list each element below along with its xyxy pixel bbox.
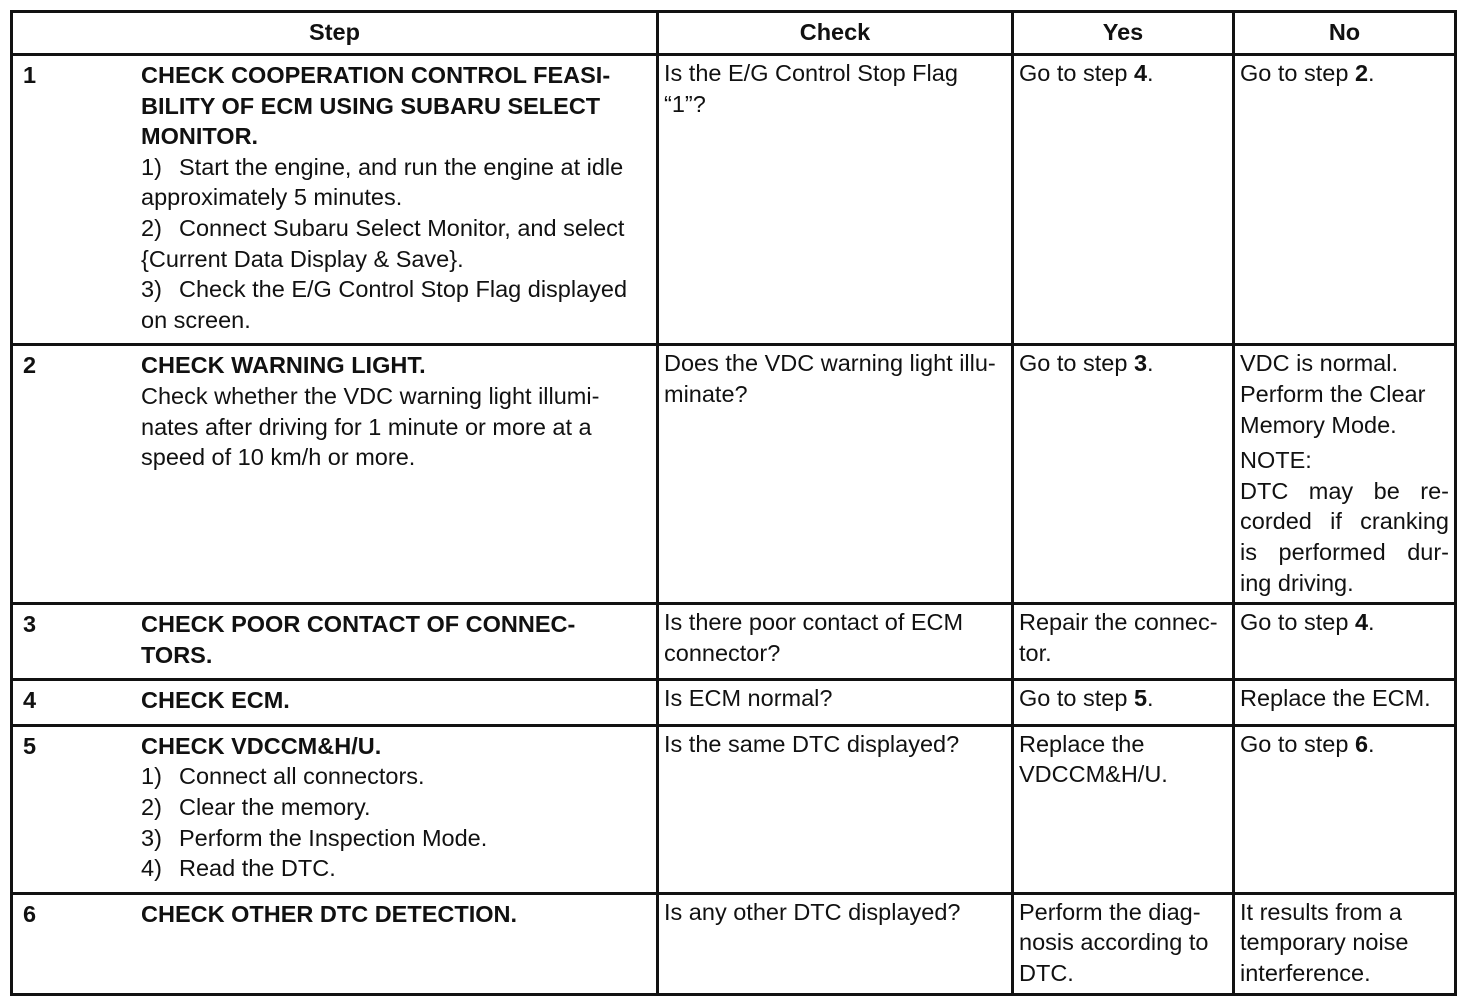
step-title: CHECK VDCCM&H/U. [141,732,382,759]
step-instruction: Check whether the VDC warning light illumi- nates after driving for 1 minute or more at a speed of 10 km/h or more. [141,382,600,471]
step-cell [12,55,658,345]
step-number: 6 [23,900,37,927]
step-number: 2 [23,352,37,379]
yes-cell: Replace the VDCCM&H/U. [1013,725,1234,893]
step-title: CHECK POOR CONTACT OF CONNEC- TORS. [141,611,576,668]
check-cell: Is any other DTC displayed? [658,893,1013,994]
step-body [135,607,651,674]
step-title: CHECK OTHER DTC DETECTION. [141,900,517,927]
step-number: 5 [23,732,37,759]
yes-cell: Repair the connec- tor. [1013,604,1234,680]
step-body [135,729,651,888]
check-cell: Is there poor contact of ECM connector? [658,604,1013,680]
step-instruction: 3) Check the E/G Control Stop Flag displayed on screen. [141,276,628,333]
no-cell: Go to step 4. [1234,604,1456,680]
step-instruction: 2) Clear the memory. [141,794,371,821]
step-body [135,58,651,339]
step-title: CHECK WARNING LIGHT. [141,352,426,379]
no-cell: Go to step 6. [1234,725,1456,893]
no-cell: Go to step 2. [1234,55,1456,345]
note-label: NOTE: [1240,447,1312,474]
table-row [12,345,1456,604]
step-body [135,348,651,476]
header-no: No [1234,12,1456,55]
step-instruction: 4) Read the DTC. [141,855,336,882]
step-cell [12,604,658,680]
table-row [12,725,1456,893]
no-cell: VDC is normal. Perform the Clear Memory Mode. NOTE: DTC may be re- corded if cranking is performed dur- ing driving. [1234,345,1456,604]
no-cell: It results from a temporary noise interference. [1234,893,1456,994]
yes-cell: Go to step 3. [1013,345,1234,604]
step-instruction: 2) Connect Subaru Select Monitor, and select {Current Data Display & Save}. [141,214,625,272]
step-number: 1 [23,62,37,88]
diagnostic-procedure-table [10,10,1457,996]
table-row [12,680,1456,726]
step-title: CHECK ECM. [141,687,290,714]
header-step: Step [12,12,658,55]
check-cell: Is ECM normal? [658,680,1013,726]
step-body [135,897,651,934]
step-instruction: 3) Perform the Inspection Mode. [141,824,488,851]
step-number: 3 [23,611,37,638]
step-body [135,683,651,720]
yes-cell: Go to step 4. [1013,55,1234,345]
no-cell: Replace the ECM. [1234,680,1456,726]
table-row [12,55,1456,345]
header-yes: Yes [1013,12,1234,55]
step-cell [12,680,658,726]
step-instruction: 1) Connect all connectors. [141,763,425,790]
step-cell [12,345,658,604]
step-title: CHECK COOPERATION CONTROL FEASI- BILITY OF ECM USING SUBARU SELECT MONITOR. [141,62,611,150]
step-number: 4 [23,687,37,714]
check-cell: Is the same DTC displayed? [658,725,1013,893]
step-cell [12,893,658,994]
step-instruction: 1) Start the engine, and run the engine at idle approximately 5 minutes. [141,153,624,211]
table-row [12,893,1456,994]
table-header-row [12,12,1456,55]
check-cell: Is the E/G Control Stop Flag “1”? [658,55,1013,345]
check-cell: Does the VDC warning light illu- minate? [658,345,1013,604]
step-cell [12,725,658,893]
table-row [12,604,1456,680]
yes-cell: Perform the diag- nosis according to DTC. [1013,893,1234,994]
yes-cell: Go to step 5. [1013,680,1234,726]
header-check: Check [658,12,1013,55]
